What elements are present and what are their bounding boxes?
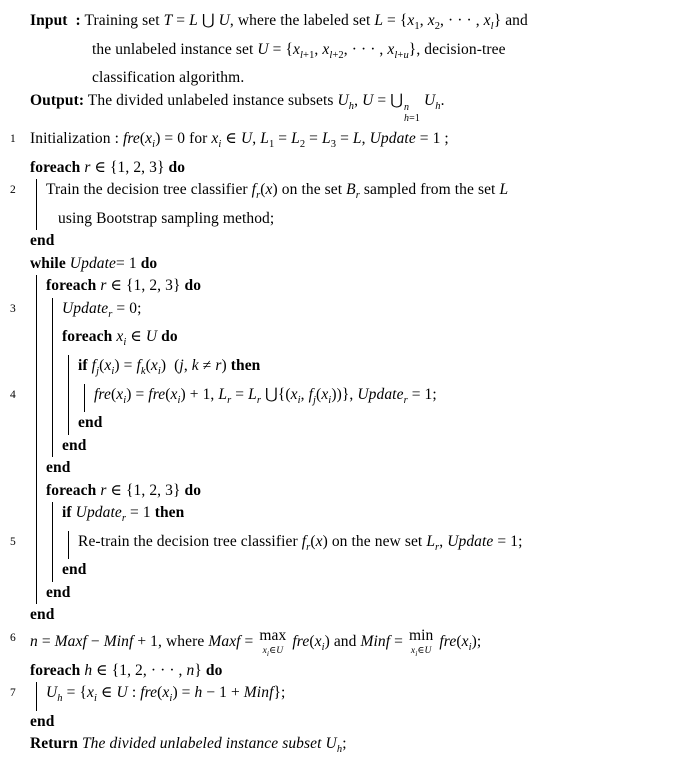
indent-rule [78, 384, 94, 413]
line-content: end [62, 436, 87, 454]
line-content: end [62, 561, 87, 579]
line-number [10, 326, 30, 355]
line-content: end [30, 606, 55, 624]
indent-rule [46, 531, 62, 560]
line-content: Output: The divided unlabeled instance subsets $U_h$, U = ⋃ n h=1 $U_h$. [30, 91, 445, 125]
line-number: 4 [10, 388, 16, 401]
line-content: end [30, 232, 55, 250]
line-number [10, 733, 30, 762]
line-number [10, 39, 30, 68]
line-content: n = Maxf − Minf + 1, where Maxf = max $x_i\in U$ $fre(x_i)$ and Minf = min $x_i\in U$ $fre(x_i)$; [30, 626, 482, 658]
io-line [10, 39, 673, 68]
indent-rule [30, 435, 46, 458]
indent-rule [46, 298, 62, 327]
line-content: foreach r ∈ {1, 2, 3} do [46, 481, 202, 499]
line-content: $fre(x_i) = fre(x_i) + 1$, $L_r = L_r$ $⋃\{(x_i$, $f_j(x_i)$)}, Update$_r$ = 1; [94, 385, 437, 406]
line-number: 3 [10, 302, 16, 315]
line-content: if Update$_r$ = 1 then [62, 504, 185, 525]
indent-rule [46, 355, 62, 384]
indent-rule [62, 412, 78, 435]
line-content: end [30, 712, 55, 730]
algo-line [10, 582, 673, 605]
indent-rule [46, 326, 62, 355]
indent-rule [30, 682, 46, 711]
algo-line [10, 480, 673, 503]
indent-rule [30, 384, 46, 413]
indent-rule [30, 502, 46, 531]
algo-line [10, 230, 673, 253]
line-number [10, 660, 30, 683]
line-number [10, 480, 30, 503]
indent-rule [46, 412, 62, 435]
line-number [10, 230, 30, 253]
algo-line [10, 435, 673, 458]
line-number [10, 435, 30, 458]
indent-rule [30, 275, 46, 298]
indent-rule [30, 179, 46, 208]
algo-line [10, 208, 673, 231]
line-number [10, 355, 30, 384]
indent-rule [30, 531, 46, 560]
algorithm-body [10, 128, 673, 762]
io-line [10, 90, 673, 125]
line-number [10, 502, 30, 531]
algo-line [10, 179, 673, 208]
line-number [10, 157, 30, 180]
algo-line [10, 128, 673, 157]
line-content: end [46, 459, 71, 477]
indent-rule [46, 559, 62, 582]
algo-line [10, 326, 673, 355]
algo-line [10, 660, 673, 683]
indent-rule [30, 298, 46, 327]
line-content: foreach $x_i$ ∈ U do [62, 328, 178, 349]
algo-line [10, 355, 673, 384]
algo-line [10, 559, 673, 582]
algo-line [10, 457, 673, 480]
line-number [10, 711, 30, 734]
algo-line [10, 298, 673, 327]
algorithm-io-header [10, 10, 673, 124]
line-content: while Update= 1 do [30, 254, 158, 272]
algo-line [10, 157, 673, 180]
line-content: foreach r ∈ {1, 2, 3} do [46, 277, 202, 295]
indent-rule [46, 435, 62, 458]
line-content: Input : Training set T = L ⋃ U, where the labeled set $L = \{x_1$, $x_2$, · · · , $x_l$} and [30, 12, 528, 33]
line-content: end [78, 414, 103, 432]
line-number: 7 [10, 687, 16, 700]
line-content: if $f_j(x_i) = f_k(x_i)$ (j, k ≠ r) then [78, 357, 261, 378]
line-number [10, 90, 30, 125]
algo-line [10, 531, 673, 560]
line-number [10, 208, 30, 231]
line-content: Initialization : $fre(x_i) = 0$ for $x_i$ ∈ U, $L_1 = L_2 = L_3 = L$, Update = 1 ; [30, 130, 449, 151]
line-number [10, 253, 30, 276]
algo-line [10, 253, 673, 276]
io-line [10, 67, 673, 90]
line-content: the unlabeled instance set $U = \{x_{l+1}$, $x_{l+2}$, · · · , $x_{l+u}$}, decision-tree [92, 40, 506, 61]
indent-rule [30, 457, 46, 480]
indent-rule [30, 355, 46, 384]
algo-line [10, 275, 673, 298]
indent-rule [62, 531, 78, 560]
line-content: foreach h ∈ {1, 2, · · · , n} do [30, 661, 223, 679]
line-content: foreach r ∈ {1, 2, 3} do [30, 158, 186, 176]
indent-rule [62, 355, 78, 384]
line-number [10, 582, 30, 605]
algo-line [10, 502, 673, 531]
line-number: 5 [10, 535, 16, 548]
algo-line [10, 384, 673, 413]
line-number: 2 [10, 184, 16, 197]
line-content: Return The divided unlabeled instance subset $U_h$; [30, 735, 347, 756]
line-number: 1 [10, 133, 16, 146]
line-content: classification algorithm. [92, 69, 245, 87]
line-number [10, 67, 30, 90]
line-number [10, 604, 30, 627]
algo-line [10, 604, 673, 627]
indent-rule [30, 208, 46, 231]
line-number [10, 457, 30, 480]
line-number [10, 10, 30, 39]
algo-line [10, 412, 673, 435]
line-content: using Bootstrap sampling method; [58, 209, 275, 227]
line-content: $U_h = \{x_i$ ∈ U : $fre(x_i) = h - 1$ + Minf}; [46, 684, 286, 705]
indent-rule [30, 582, 46, 605]
line-number [10, 559, 30, 582]
line-number [10, 412, 30, 435]
indent-rule [30, 412, 46, 435]
indent-rule [46, 502, 62, 531]
io-line [10, 10, 673, 39]
algo-line [10, 627, 673, 660]
line-content: end [46, 583, 71, 601]
algorithm-pseudocode [10, 10, 673, 762]
algo-line [10, 733, 673, 762]
algo-line [10, 682, 673, 711]
indent-rule [46, 384, 62, 413]
line-content: Train the decision tree classifier $f_r(x)$ on the set $B_r$ sampled from the set L [46, 181, 509, 202]
line-content: Update$_r$ = 0; [62, 299, 142, 320]
indent-rule [62, 384, 78, 413]
algo-line [10, 711, 673, 734]
indent-rule [30, 480, 46, 503]
indent-rule [30, 326, 46, 355]
line-number: 6 [10, 631, 16, 644]
line-content: Re-train the decision tree classifier $f_r(x)$ on the new set $L_r$, Update = 1; [78, 532, 523, 553]
indent-rule [30, 559, 46, 582]
line-number [10, 275, 30, 298]
